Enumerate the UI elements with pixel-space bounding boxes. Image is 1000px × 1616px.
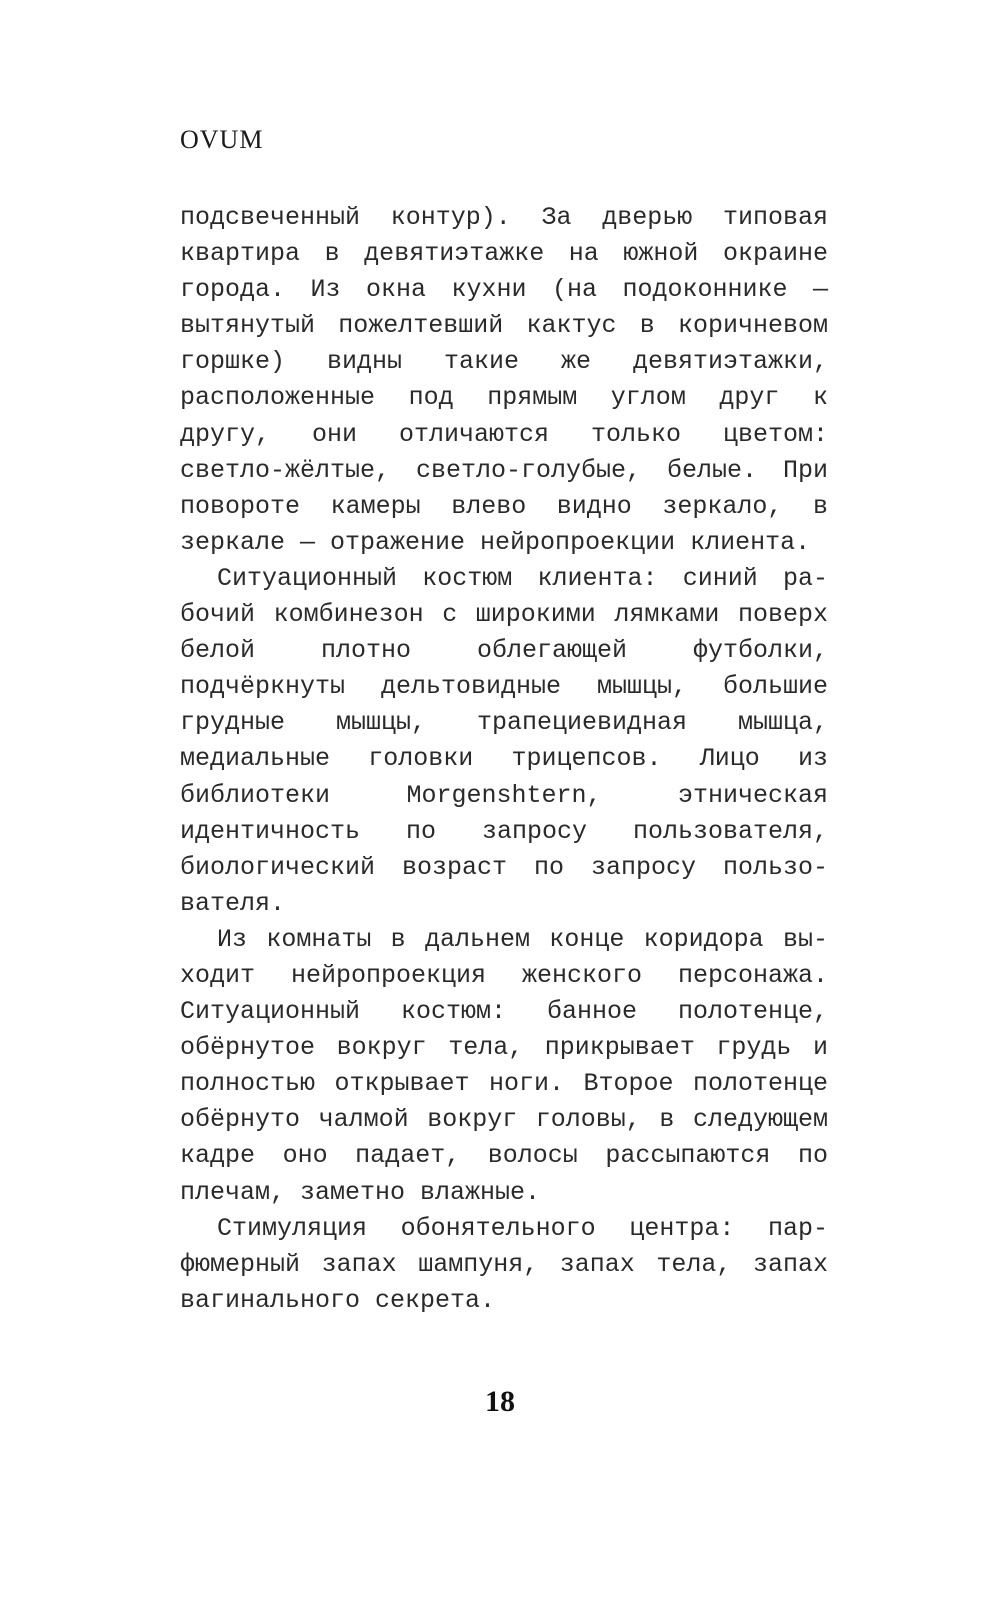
running-head-title: OVUM [180,125,264,154]
paragraph-4: Стимуляция обонятельного центра: парфюмерный запах шампуня, запах тела, запах вагинального секрета. [180,1213,828,1315]
body-text [180,200,828,1319]
paragraph-3: Из комнаты в дальнем конце коридора выходит нейропроекция женского персонажа. Ситуационный костюм: банное полотенце, обёрнутое вокруг тела, прикрывает грудь и полностью открывает ноги. Второе полотенце обёрнуто чалмой вокруг головы, в следующем кадре оно падает, волосы рассыпаются по плечам, заметно влажные. [180,924,828,1207]
paragraph-2: Ситуационный костюм клиента: синий рабочий комбинезон с широкими лямками поверх белой плотно облегающей футболки, подчёркнуты дельтовидные мышцы, большие грудные мышцы, трапециевидная мышца, медиальные головки трицепсов. Лицо из библиотеки Morgenshtern, этническая идентичность по запросу пользователя, биологический возраст по запросу пользователя. [180,563,828,918]
paragraph-1: подсвеченный контур). За дверью типовая квартира в девятиэтажке на южной окраине города. Из окна кухни (на подоконнике — вытянутый пожелтевший кактус в коричневом горшке) видны такие же девятиэтажки, расположенные под прямым углом друг к другу, они отличаются только цветом: светло-жёлтые, светло-голубые, белые. При повороте камеры влево видно зеркало, в зеркале — отражение нейропроекции клиента. [180,203,828,557]
page-number: 18 [485,1385,515,1418]
